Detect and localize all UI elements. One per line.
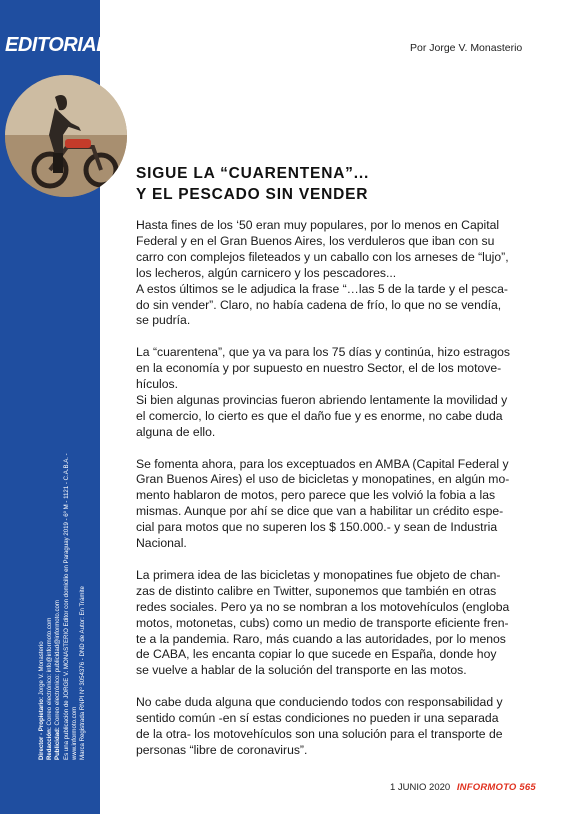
paragraph-1: Hasta fines de los ‘50 eran muy populares, por lo menos en Capital Federal y en el Gran Buenos Aires, los verduleros que iban con su carro con complejos fileteados y un caballo con los arneses de “lujo”, los lecheros, algún carnicero y los pescadores... A estos últimos se le adjudica la frase “…las 5 de la tarde y el pesca- do sin vender”. Claro, no había cadena de frío, lo que no se vendía, se pudría. bbox=[136, 218, 509, 328]
headline-line-2: Y EL PESCADO SIN VENDER bbox=[136, 186, 369, 203]
credit-director: Director - Propietario: Jorge V. Monasterio bbox=[38, 641, 45, 760]
paragraph-4: La primera idea de las bicicletas y monopatines fue objeto de chan- zas de distinto calibre en Twitter, suponemos que también en otras redes sociales. Pero ya no se nombran a los motovehículos (engloba motos, motonetas, cubs) como un medio de transporte eficiente fren- te a la pandemia. Raro, más cuando a las autoridades, por lo menos de CABA, les encanta copiar lo que sucede en España, donde hoy se vuelve a hablar de la solución del transporte en las motos. bbox=[136, 567, 510, 678]
credit-publisher: Es una publicación de JORGE V. MONASTERIO Editor con domicilio en Paraguay 2019 - 6º M - 1121 - C.A.B.A. - bbox=[62, 453, 70, 760]
paragraph-5: No cabe duda alguna que conduciendo todos con responsabilidad y sentido común -en sí estas condiciones no pueden ir una separada de la otra- los motovehículos son una solución para el transporte de personas “libre de coronavirus”. bbox=[136, 695, 503, 757]
credit-trademark: Marca Registrada RNPI Nº 3054376 - DND de Autor: En Trámite bbox=[79, 586, 87, 760]
footer-date: 1 JUNIO 2020 bbox=[390, 782, 451, 793]
paragraph-3: Se fomenta ahora, para los exceptuados en AMBA (Capital Federal y Gran Buenos Aires) el uso de bicicletas y monopatines, en algún mo- mento hablaron de motos, pero parece que les volvió la fobia a las mismas. Aunque por ahí se dice que van a habilitar un crédito espe- cial para motos que no superen los $ 150.000.- y sean de Industria Nacional. bbox=[136, 456, 510, 551]
headline bbox=[136, 163, 369, 205]
page-footer bbox=[390, 782, 536, 793]
credit-redaccion: Redacción: Correo electrónico: info@informoto.com bbox=[46, 617, 54, 760]
author-portrait bbox=[5, 75, 127, 197]
credit-website: www.informoto.com bbox=[70, 706, 78, 760]
article-body bbox=[136, 218, 544, 775]
credit-publicidad: Publicidad: Correo electrónico: publicidad@informoto.com bbox=[54, 600, 62, 760]
paragraph-2: La “cuarentena”, que ya va para los 75 días y continúa, hizo estragos en la economía y por supuesto en nuestro Sector, el de los motove- hículos. Si bien algunas provincias fueron abriendo lentamente la movilidad y el comercio, lo cierto es que el daño fue y es enorme, no cabe duda alguna de ello. bbox=[136, 345, 510, 439]
section-label: EDITORIAL bbox=[5, 34, 108, 56]
masthead-credits bbox=[38, 380, 87, 760]
motorcycle-rider-photo bbox=[5, 75, 127, 197]
headline-line-1: SIGUE LA “CUARENTENA”... bbox=[136, 165, 370, 182]
footer-brand: INFORMOTO 565 bbox=[456, 782, 536, 793]
byline: Por Jorge V. Monasterio bbox=[410, 42, 523, 54]
